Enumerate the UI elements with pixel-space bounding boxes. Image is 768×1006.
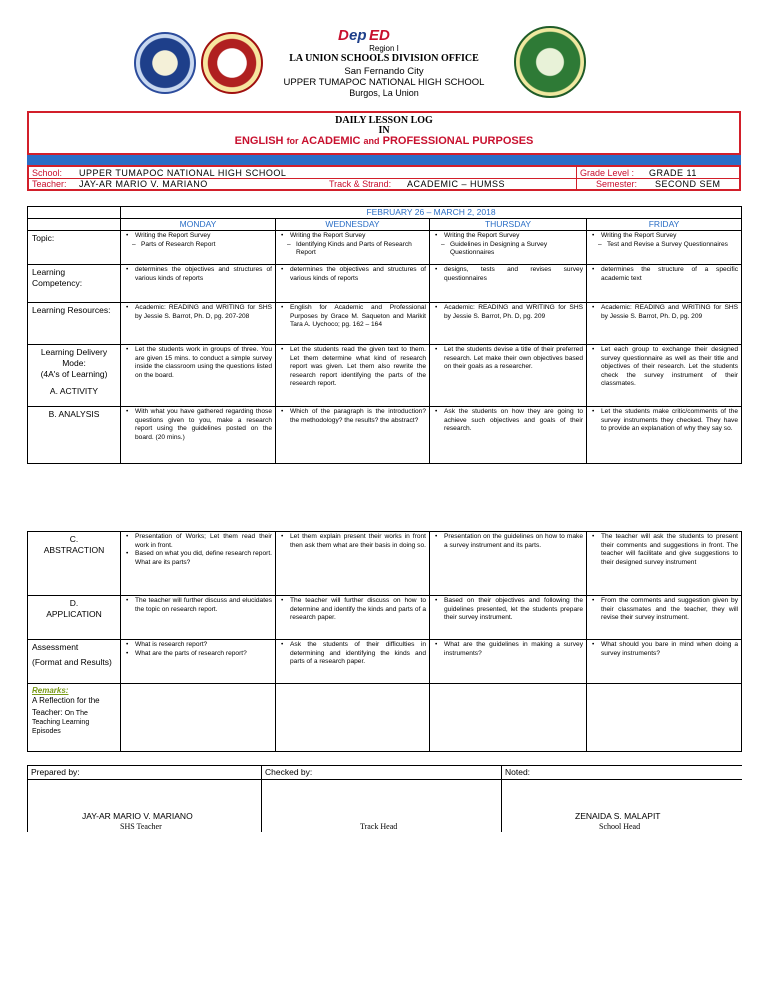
track-value: ACADEMIC – HUMSS [407, 179, 506, 189]
assessment-label: Assessment (Format and Results) [28, 640, 121, 684]
doc-title: DAILY LESSON LOG [335, 115, 433, 126]
remarks-cell[interactable] [587, 684, 742, 752]
abstraction-row [28, 532, 742, 596]
assessment-cell: • What should you bare in mind when doing a survey instruments? [587, 640, 742, 684]
svg-text:ep: ep [349, 27, 367, 44]
teacher-value: JAY-AR MARIO V. MARIANO [79, 179, 208, 189]
lesson-table-2 [27, 531, 742, 752]
prepared-by-label: Prepared by: [28, 766, 262, 780]
competency-label: Learning Competency: [28, 265, 121, 303]
application-row [28, 596, 742, 640]
abstraction-cell: • Let them explain present their works in front then ask them what are their basis in doing so. [276, 532, 430, 596]
abstraction-label: C. ABSTRACTION [28, 532, 121, 596]
application-cell: • Based on their objectives and following the guidelines presented, let the students prepare their survey instrument. [430, 596, 587, 640]
activity-row [28, 345, 742, 407]
assessment-row [28, 640, 742, 684]
day-header: FRIDAY [587, 219, 742, 231]
checked-by-label: Checked by: [262, 766, 502, 780]
competency-cell: • determines the objectives and structures of various kinds of reports [121, 265, 276, 303]
application-cell: • From the comments and suggestion given by their classmates and the teacher, they will revise their survey instrument. [587, 596, 742, 640]
school-name: UPPER TUMAPOC NATIONAL HIGH SCHOOL [283, 77, 485, 88]
school-address: Burgos, La Union [349, 88, 419, 98]
application-cell: • The teacher will further discuss and elucidates the topic on research report. [121, 596, 276, 640]
assessment-cell: • What is research report? • What are the parts of research report? [121, 640, 276, 684]
activity-cell: • Let each group to exchange their designed survey questionnaire as well as their title and objectives of their research. Let the students check the survey instrument of their classmates. [587, 345, 742, 407]
activity-cell: • Let the students read the given text to them. Let them determine what kind of research report was given. Let them also rewrite the research report identifying the parts of the research report. [276, 345, 430, 407]
application-label: D. APPLICATION [28, 596, 121, 640]
resources-cell: • Academic: READING and WRITING for SHS by Jessie S. Barrot, Ph. D, pg. 209 [587, 303, 742, 345]
prepared-role: SHS Teacher [120, 822, 162, 831]
remarks-cell[interactable] [276, 684, 430, 752]
analysis-cell: • Ask the students on how they are going to achieve such objectives and goals of their research. [430, 407, 587, 464]
resources-row [28, 303, 742, 345]
teacher-label: Teacher: [32, 179, 67, 189]
competency-cell: • determines the structure of a specific academic text [587, 265, 742, 303]
day-header: THURSDAY [430, 219, 587, 231]
region-label: Region I [369, 44, 399, 53]
topic-cell: • Writing the Report Survey – Guidelines in Designing a Survey Questionnaires [430, 231, 587, 265]
noted-role: School Head [599, 822, 641, 831]
subject-title: ENGLISH for ACADEMIC and PROFESSIONAL PURPOSES [234, 135, 534, 147]
analysis-label: B. ANALYSIS [28, 407, 121, 464]
semester-label: Semester: [596, 179, 638, 189]
blue-divider [27, 155, 741, 165]
abstraction-cell: • Presentation on the guidelines on how to make a survey instrument and its parts. [430, 532, 587, 596]
day-header: MONDAY [121, 219, 276, 231]
application-cell: • The teacher will further discuss on how to determine and identify the kinds and parts of a research paper. [276, 596, 430, 640]
abstraction-cell: • Presentation of Works; Let them read their work in front. • Based on what you did, define research report. What are its parts? [121, 532, 276, 596]
assessment-cell: • Ask the students of their difficulties in determining and identifying the kinds and parts of a research paper. [276, 640, 430, 684]
remarks-cell[interactable] [121, 684, 276, 752]
prepared-name: JAY-AR MARIO V. MARIANO [82, 811, 193, 821]
topic-cell: • Writing the Report Survey – Parts of Research Report [121, 231, 276, 265]
school-value: UPPER TUMAPOC NATIONAL HIGH SCHOOL [79, 168, 287, 178]
competency-row [28, 265, 742, 303]
assessment-cell: • What are the guidelines in making a survey instruments? [430, 640, 587, 684]
remarks-label: Remarks: A Reflection for the Teacher: On The Teaching Learning Episodes [28, 684, 121, 752]
city-label: San Fernando City [344, 66, 424, 77]
checked-role: Track Head [360, 822, 398, 831]
topic-label: Topic: [28, 231, 121, 265]
activity-cell: • Let the students work in groups of three. You are given 15 mins. to conduct a simple survey inside the classroom using the questions listed on the board. [121, 345, 276, 407]
semester-value: SECOND SEM [655, 179, 721, 189]
remarks-row [28, 684, 742, 752]
info-box [27, 165, 741, 191]
deped-logo [336, 26, 436, 44]
analysis-cell: • With what you have gathered regarding those questions given to you, make a research report using the guidelines posted on the board. (20 mins.) [121, 407, 276, 464]
resources-cell: • Academic: READING and WRITING for SHS by Jessie S. Barrot, Ph. D, pg. 207-208 [121, 303, 276, 345]
title-box [27, 111, 741, 155]
grade-label: Grade Level : [580, 168, 635, 178]
day-header: WEDNESDAY [276, 219, 430, 231]
resources-cell: • English for Academic and Professional Purposes by Grace M. Saqueton and Marikit Tara A. Uychoco; pg. 162 – 164 [276, 303, 430, 345]
doc-title-in: IN [378, 125, 390, 136]
week-label: FEBRUARY 26 – MARCH 2, 2018 [121, 207, 742, 219]
analysis-cell: • Let the students make critic/comments of the survey instruments they checked. They have to provide an explanation of why they say so. [587, 407, 742, 464]
competency-cell: • determines the objectives and structures of various kinds of reports [276, 265, 430, 303]
grade-value: GRADE 11 [649, 168, 697, 178]
track-label: Track & Strand: [329, 179, 392, 189]
activity-cell: • Let the students devise a title of their preferred research. Let make their own objectives based on their goals as a researcher. [430, 345, 587, 407]
lesson-table-1 [27, 206, 742, 464]
competency-cell: • designs, tests and revises survey questionnaires [430, 265, 587, 303]
noted-name: ZENAIDA S. MALAPIT [575, 811, 661, 821]
remarks-cell[interactable] [430, 684, 587, 752]
analysis-row [28, 407, 742, 464]
resources-cell: • Academic: READING and WRITING for SHS by Jessie S. Barrot, Ph. D, pg. 209 [430, 303, 587, 345]
topic-row [28, 231, 742, 265]
analysis-cell: • Which of the paragraph is the introduction? the methodology? the results? the abstract? [276, 407, 430, 464]
school-label: School: [32, 168, 63, 178]
svg-text:D: D [338, 27, 349, 44]
resources-label: Learning Resources: [28, 303, 121, 345]
topic-cell: • Writing the Report Survey – Test and Revise a Survey Questionnaires [587, 231, 742, 265]
noted-label: Noted: [502, 766, 742, 780]
topic-cell: • Writing the Report Survey – Identifying Kinds and Parts of Research Report [276, 231, 430, 265]
abstraction-cell: • The teacher will ask the students to present their comments and suggestions in front. The teacher will facilitate and give suggestions to their designed survey instrument [587, 532, 742, 596]
delivery-label: Learning Delivery Mode: (4A's of Learning) A. ACTIVITY [28, 345, 121, 407]
division-office: LA UNION SCHOOLS DIVISION OFFICE [289, 53, 479, 64]
svg-text:ED: ED [369, 27, 390, 44]
